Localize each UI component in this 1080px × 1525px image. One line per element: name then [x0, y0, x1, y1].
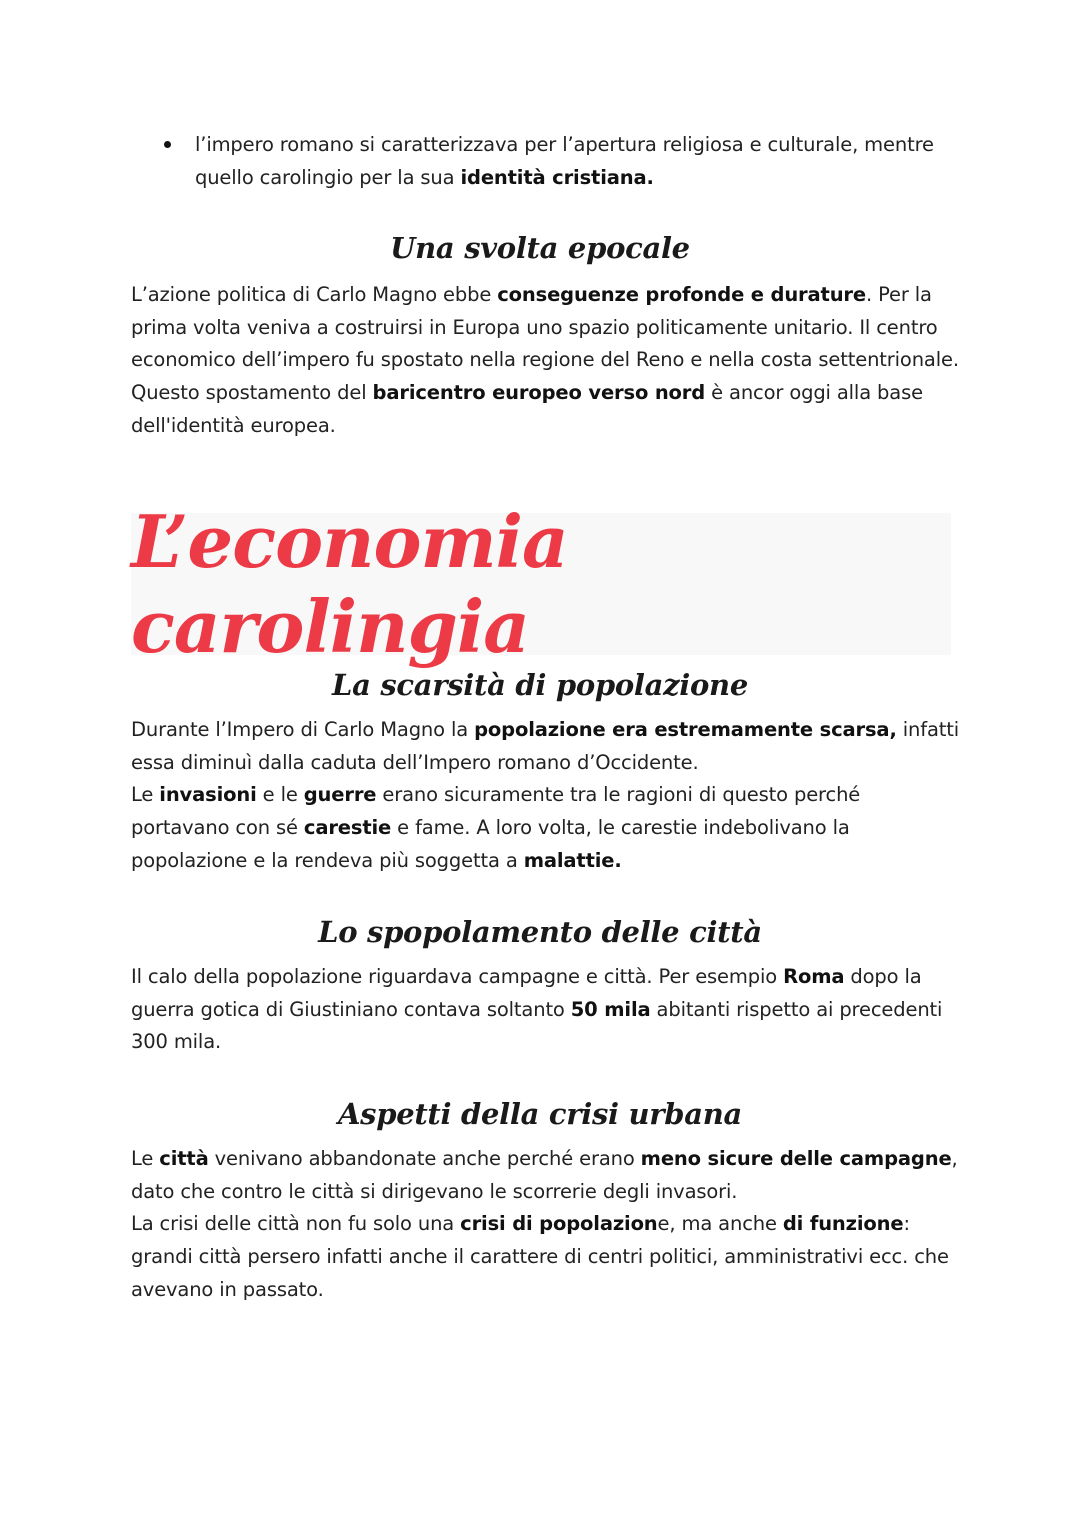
- paragraph-crisi-urbana: [131, 1143, 961, 1307]
- bold-run: baricentro europeo verso nord: [372, 381, 706, 405]
- bold-run: crisi di popolazion: [460, 1212, 658, 1236]
- title-banner: [131, 499, 951, 669]
- text-run: è ancor oggi alla base dell'identità europea.: [131, 381, 923, 437]
- bold-run: città: [159, 1147, 209, 1170]
- text-run: . Per la prima volta veniva a costruirsi in Europa uno spazio politicamente unitario. Il centro economico dell’impero fu spostato nella regione del Reno e nella costa settentrionale. Questo spostamento del: [131, 283, 959, 405]
- bold-run: popolazione era estremamente scarsa,: [474, 718, 897, 741]
- text-run: e, ma anche: [657, 1212, 783, 1236]
- text-run: infatti essa diminuì dalla caduta dell’Impero romano d’Occidente.: [131, 718, 960, 774]
- text-run: Il calo della popolazione riguardava campagne e città. Per esempio: [131, 965, 784, 988]
- bullet-bold-text: identità cristiana.: [460, 166, 654, 189]
- paragraph-scarsita-popolazione: [131, 714, 961, 878]
- bold-run: Roma: [783, 965, 845, 988]
- bullet-paragraph: [195, 128, 955, 194]
- text-run: e fame. A loro volta, le carestie indebolivano la popolazione e la rendeva più soggetta a: [131, 816, 850, 872]
- text-run: abitanti rispetto ai precedenti 300 mila.: [131, 997, 943, 1054]
- banner-title: L’economia carolingia: [131, 499, 568, 669]
- bullet-point-icon: [164, 141, 171, 148]
- bold-run: guerre: [303, 783, 377, 807]
- bold-run: di funzione: [782, 1212, 904, 1236]
- text-run: e le: [256, 783, 304, 807]
- text-run: erano sicuramente tra le ragioni di questo perché portavano con sé: [131, 783, 861, 840]
- bold-run: carestie: [303, 816, 392, 840]
- text-run: La crisi delle città non fu solo una: [131, 1212, 461, 1236]
- heading-crisi-urbana: Aspetti della crisi urbana: [337, 1097, 742, 1131]
- text-run: , dato che contro le città si dirigevano le scorrerie degli invasori.: [131, 1147, 958, 1203]
- text-run: Le: [131, 783, 160, 807]
- text-run: venivano abbandonate anche perché erano: [208, 1147, 641, 1170]
- bold-run: malattie.: [523, 848, 622, 872]
- heading-spopolamento-citta: Lo spopolamento delle città: [318, 915, 762, 949]
- bold-run: invasioni: [159, 783, 257, 807]
- heading-scarsita-popolazione: La scarsità di popolazione: [332, 668, 748, 702]
- bold-run: 50 mila: [570, 997, 651, 1021]
- bold-run: meno sicure delle campagne: [640, 1147, 952, 1170]
- paragraph-svolta-epocale: [131, 279, 961, 443]
- text-run: : grandi città persero infatti anche il carattere di centri politici, amministrativi ecc. che avevano in passato.: [131, 1212, 949, 1301]
- bullet-text: l’impero romano si caratterizzava per l’apertura religiosa e culturale, mentre quello carolingio per la sua: [195, 133, 934, 189]
- text-run: dopo la guerra gotica di Giustiniano contava soltanto: [131, 965, 922, 1021]
- text-run: Le: [131, 1147, 160, 1170]
- bold-run: conseguenze profonde e durature: [497, 283, 866, 306]
- text-run: Durante l’Impero di Carlo Magno la: [131, 718, 475, 741]
- paragraph-spopolamento-citta: [131, 961, 961, 1059]
- text-run: L’azione politica di Carlo Magno ebbe: [131, 283, 498, 306]
- heading-svolta-epocale: Una svolta epocale: [390, 231, 690, 265]
